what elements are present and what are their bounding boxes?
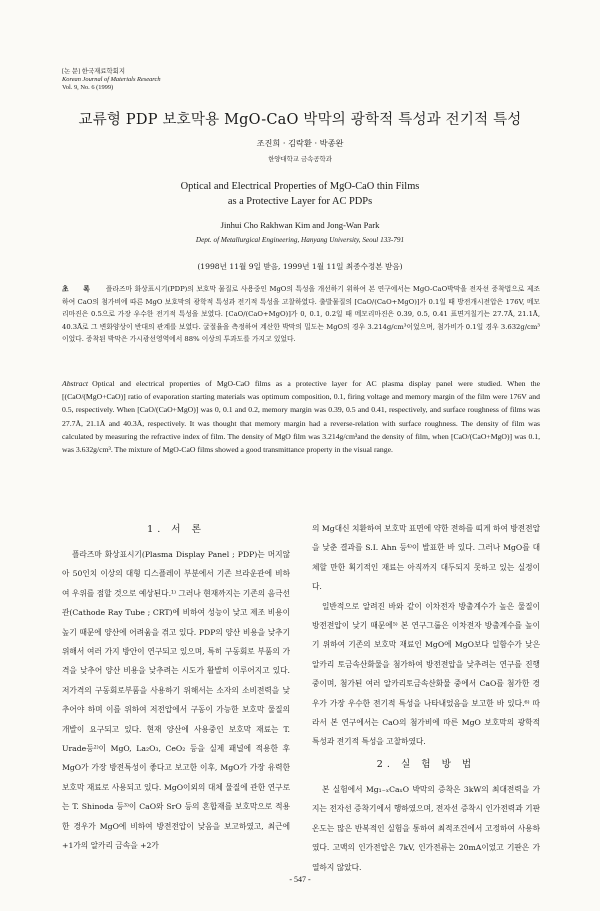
korean-abstract-label: 초 록 [62, 285, 96, 293]
journal-header [62, 68, 161, 92]
korean-affiliation: 한양대학교 금속공학과 [268, 155, 332, 163]
korean-title: 교류형 PDP 보호막용 MgO-CaO 박막의 광학적 특성과 전기적 특성 [78, 112, 522, 128]
english-affiliation: Dept. of Metallurgical Engineering, Hanyang University, Seoul 133-791 [195, 236, 405, 244]
english-abstract-label: Abstract [62, 379, 89, 388]
received-dates: (1998년 11월 9일 받음, 1999년 1월 11일 최종수정본 받음) [197, 262, 403, 271]
section-heading-introduction: 1. 서 론 [147, 524, 205, 535]
page-number: - 547 - [289, 875, 311, 884]
journal-header-line1: [논 문] 한국재료학회지 [62, 68, 126, 75]
english-abstract [62, 377, 540, 456]
english-abstract-text: Optical and electrical properties of MgO-CaO films as a protective layer for AC plasma display panel were studied. When the [(CaO/(MgO+CaO)] ratio of evaporation starting materials was optimum composition, 0.1, firing voltage and memory margin of the film were 176V and 0.5, respectively. When [CaO/(CaO+MgO)] was 0, 0.1 and 0.2, memory margin was 0.39, 0.5 and 0.41, respectively, and surface roughness of films was 27.7Å, 21.1Å and 40.3Å, respectively. It was thought that memory margin had a reverse-relation with surface roughness. The density of film was calculated by measuring the refractive index of film. The density of MgO film was 3.214g/cm³and the density of film, when [CaO/(CaO+MgO)] was 0.1, was 3.632g/cm³. The mixture of MgO-CaO films showed a good transmittance property in the visual range. [62, 379, 540, 455]
english-authors: Jinhui Cho Rakhwan Kim and Jong-Wan Park [220, 220, 380, 230]
right-column [312, 519, 540, 877]
korean-abstract [62, 283, 540, 346]
korean-abstract-text: 플라즈마 화상표시기(PDP)의 보호막 물질로 사용중인 MgO의 특성을 개선하기 위하여 본 연구에서는 MgO-CaO박막을 전자선 증착법으로 제조하여 CaO의 첨가비에 따른 MgO 보호막의 광학적 특성과 전기적 특성을 고찰하였다. 출발물질의 [CaO/(CaO+MgO)]가 0.1일 때 방전개시전압은 176V, 메모리마진은 0.5으로 가장 우수한 전기적 특성을 보였다. [CaO/(CaO+MgO)]가 0, 0.1, 0.2일 때 메모리마진은 0.39, 0.5, 0.41 표면거칠기는 27.7Å, 21.1Å, 40.3Å로 그 변화양상이 반대의 관계를 보였다. 굴절율을 측정하여 계산한 박막의 밀도는 MgO의 경우 3.214g/cm³이었으며, 첨가비가 0.1일 경우 3.632g/cm³이었다. 증착된 박막은 가시광선영역에서 88% 이상의 투과도를 가지고 있었다. [62, 285, 540, 344]
journal-header-line3: Vol. 9, No. 6 (1999) [62, 84, 114, 91]
section-heading-methods: 2. 실 험 방 법 [376, 758, 476, 770]
methods-paragraph-1: 본 실험에서 Mg₁₋ₓCaₓO 박막의 증착은 3kW의 최대전력을 가지는 전자선 증착기에서 행하였으며, 전자선 증착시 인가전력과 기판온도는 많은 반복적인 실험을 통하여 최적조건에서 고정하여 사용하였다. 고맥의 인가전압은 7kV, 인가전류는 20mA이었고 기판은 가열하지 않았다. [312, 784, 540, 872]
introduction-paragraph-1: 플라즈마 화상표시기(Plasma Display Panel ; PDP)는 머지않아 50인치 이상의 대형 디스플레이 부분에서 기존 브라운관에 비하여 우위를 점할 것으로 예상된다.¹⁾ 그러나 현재까지는 기존의 음극선관(Cathode Ray Tube ; CRT)에 비하여 성능이 낮고 제조 비용이 높기 때문에 양산에 어려움을 겪고 있다. PDP의 양산 비용을 낮추기 위해서 여러 가지 방안이 연구되고 있으며, 특히 구동회로 부품의 가격을 낮추어 양산 비용을 낮추려는 시도가 활발히 이루어지고 있다. 저가격의 구동회로부품을 사용하기 위해서는 소자의 소비전력을 낮추어야 하며 이를 위하여 저전압에서 구동이 가능한 보호막 물질의 개발이 요구되고 있다. 현재 양산에 사용중인 보호막 재료는 T. Urade등²⁾이 MgO, La₂O₃, CeO₂ 등을 실제 패널에 적용한 후 MgO가 가장 방전특성이 좋다고 보고한 이후, MgO가 가장 유력한 보호막 재료로 사용되고 있다. MgO이외의 대체 물질에 관한 연구로는 T. Shinoda 등³⁾이 CaO와 SrO 등의 혼합재를 보호막으로 적용한 경우가 MgO에 비하여 방전전압이 낮음을 보고하였고, 최근에 +1가의 알카리 금속을 +2가 [62, 550, 290, 851]
korean-authors: 조진희 · 김락환 · 박종완 [256, 138, 344, 148]
left-column [62, 519, 290, 856]
journal-header-line2: Korean Journal of Materials Research [62, 76, 161, 83]
introduction-paragraph-2: 일반적으로 알려진 바와 같이 이차전자 방출계수가 높은 물질이 방전전압이 낮기 때문에⁵⁾ 본 연구그룹은 이차전자 방출계수를 높이기 위하여 기존의 보호막 재료인 MgO에 MgO보다 일함수가 낮은 알카리 토금속산화물을 첨가하여 방전전압을 낮추려는 연구를 진행중이며, 첨가된 여러 알카리토금속산화물 중에서 CaO를 첨가한 경우가 가장 우수한 전기적 특성을 나타내었음을 보고한 바 있다.⁶⁾ 따라서 본 연구에서는 CaO의 첨가비에 따른 MgO 보호막의 광학적 특성과 전기적 특성을 고찰하였다. [312, 601, 540, 747]
introduction-paragraph-1-continued: 의 Mg대신 치환하여 보호막 표면에 약한 전하를 띠게 하여 방전전압을 낮춘 결과를 S.I. Ahn 등⁴⁾이 발표한 바 있다. 그러나 MgO를 대체할 만한 획기적인 재료는 아직까지 대두되지 못하고 있는 실정이다. [312, 524, 540, 592]
english-title-line2: as a Protective Layer for AC PDPs [227, 196, 373, 207]
english-title [0, 179, 600, 209]
english-title-line1: Optical and Electrical Properties of MgO-CaO thin Films [180, 181, 420, 192]
